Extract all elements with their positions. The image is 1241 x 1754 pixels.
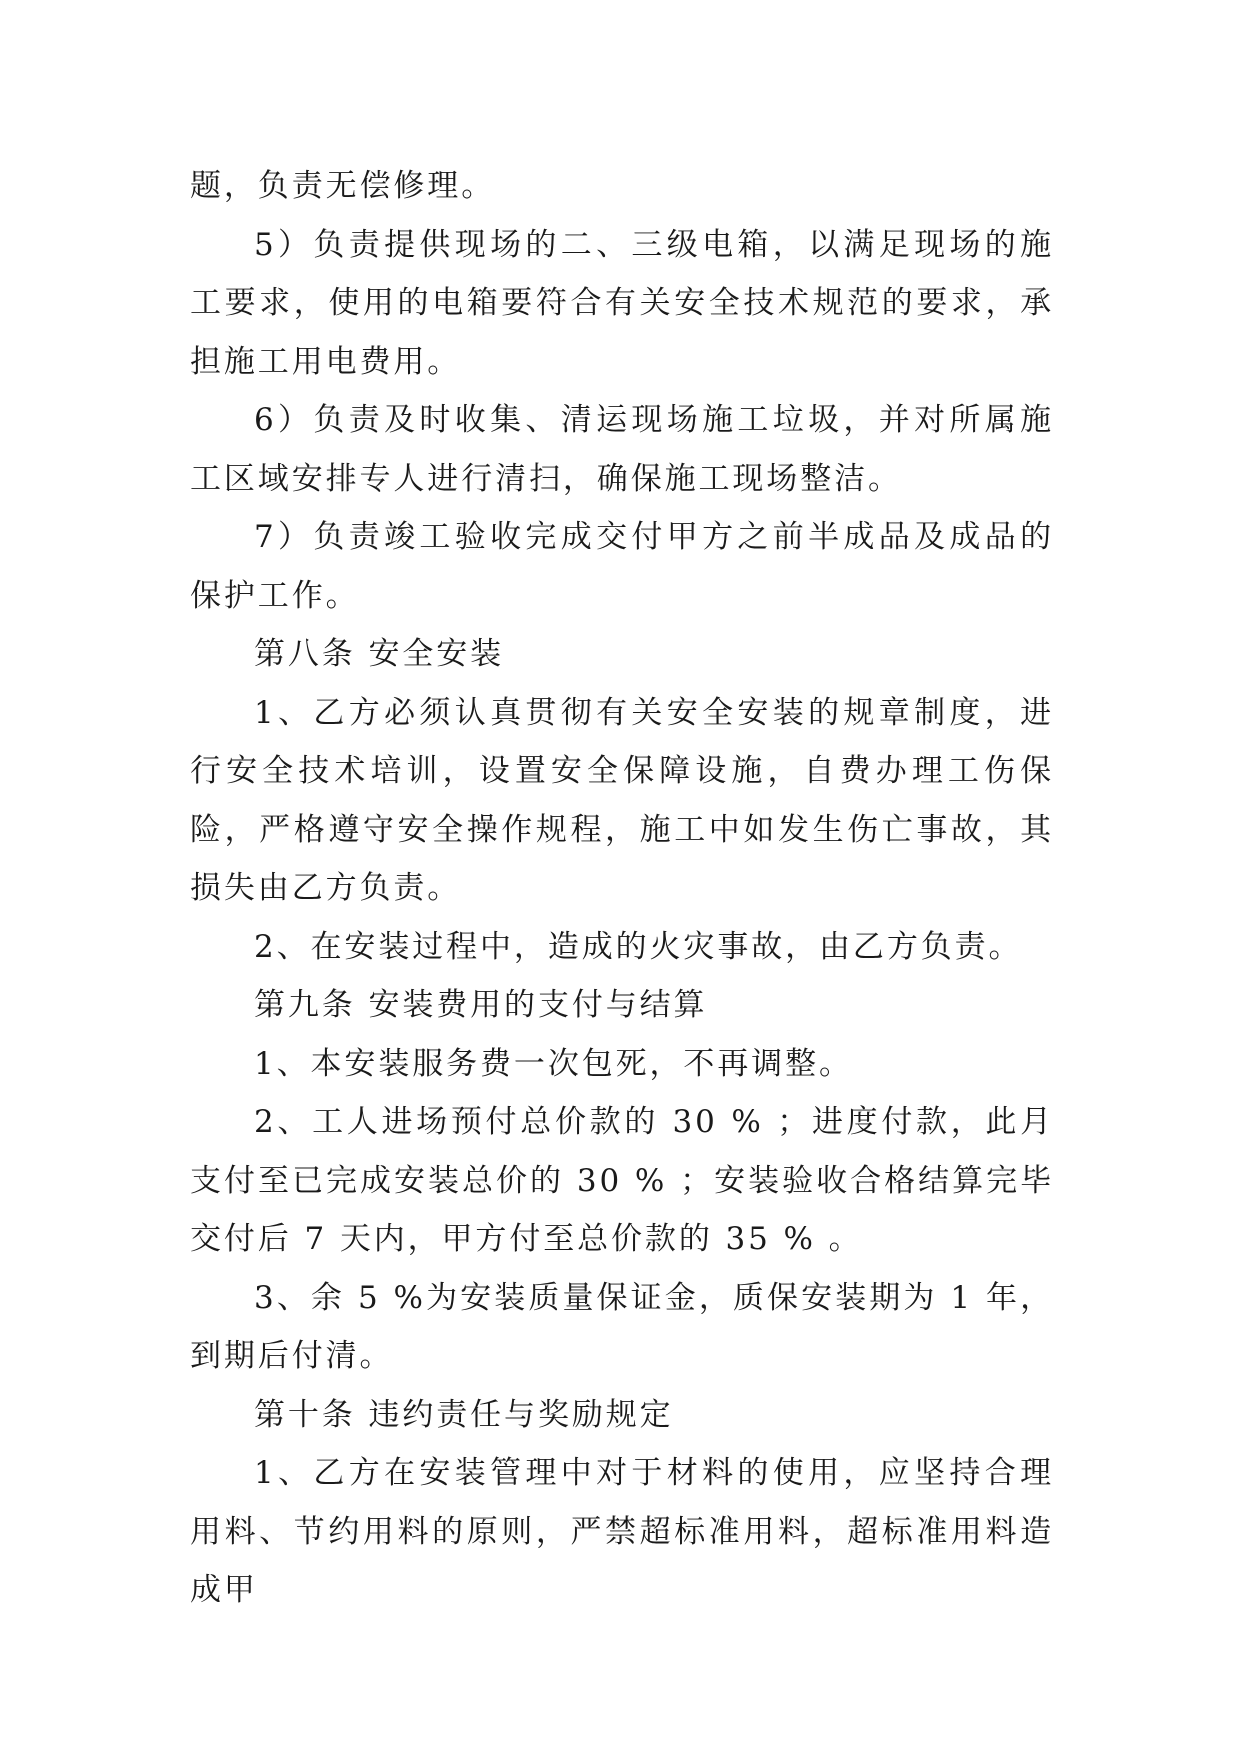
article-9-clause-3: 3、余 5 %为安装质量保证金，质保安装期为 1 年，到期后付清。 [190,1279,1054,1374]
article-10-clause-1: 1、乙方在安装管理中对于材料的使用，应坚持合理用料、节约用料的原则，严禁超标准用料，超标准用料造成甲 [190,1455,1054,1608]
paragraph-item-5: 5）负责提供现场的二、三级电箱，以满足现场的施工要求，使用的电箱要符合有关安全技术规范的要求，承担施工用电费用。 [190,226,1054,380]
paragraph-item-7: 7）负责竣工验收完成交付甲方之前半成品及成品的保护工作。 [190,519,1054,614]
article-9-clause-2: 2、工人进场预付总价款的 30 % ；进度付款，此月支付至已完成安装总价的 30 % ；安装验收合格结算完毕交付后 7 天内，甲方付至总价款的 35 % 。 [190,1104,1054,1257]
paragraph-continuation: 题，负责无偿修理。 [190,168,496,204]
document-body [190,157,1054,1620]
paragraph-item-6: 6）负责及时收集、清运现场施工垃圾，并对所属施工区域安排专人进行清扫，确保施工现场整洁。 [190,402,1054,497]
article-10-heading: 第十条 违约责任与奖励规定 [254,1396,674,1433]
article-8-clause-2: 2、在安装过程中，造成的火灾事故，由乙方负责。 [254,928,1023,965]
article-9-heading: 第九条 安装费用的支付与结算 [254,987,708,1023]
article-8-heading: 第八条 安全安装 [254,636,505,672]
article-8-clause-1: 1、乙方必须认真贯彻有关安全安装的规章制度，进行安全技术培训，设置安全保障设施，自费办理工伤保险，严格遵守安全操作规程，施工中如发生伤亡事故，其损失由乙方负责。 [190,694,1054,906]
article-9-clause-1: 1、本安装服务费一次包死，不再调整。 [254,1045,853,1082]
